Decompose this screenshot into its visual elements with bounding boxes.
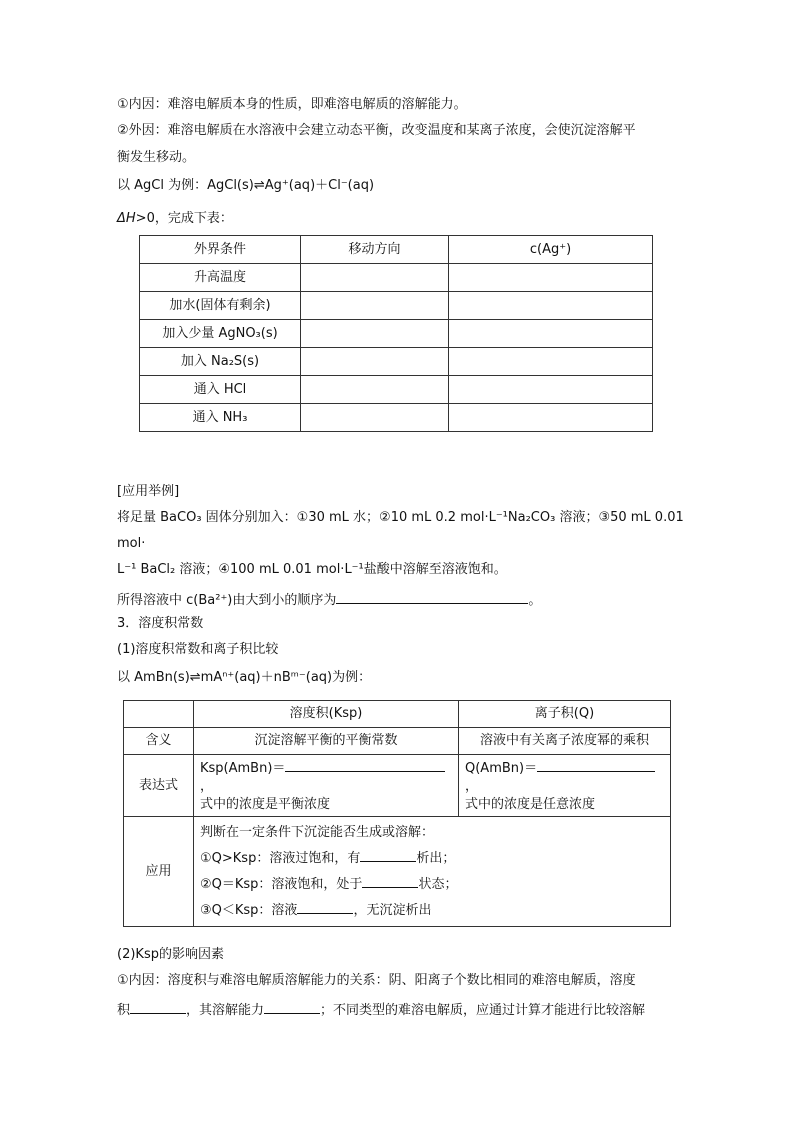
answer-cell[interactable]	[449, 404, 653, 432]
equilibrium-arrow-icon: ⇌	[253, 178, 265, 193]
section-3-heading: 3．溶度积常数	[117, 616, 204, 631]
table-row	[124, 755, 671, 817]
row-label-meaning: 含义	[124, 728, 194, 755]
equilibrium-arrow-icon: ⇌	[189, 670, 201, 685]
answer-blank[interactable]	[537, 757, 655, 772]
section-application-heading: [应用举例]	[117, 484, 180, 499]
q-expression: Q(AmBn)＝， 式中的浓度是任意浓度	[459, 755, 671, 817]
answer-cell[interactable]	[449, 264, 653, 292]
row-condition: 通入 HCl	[140, 376, 301, 404]
ksp-meaning: 沉淀溶解平衡的平衡常数	[194, 728, 459, 755]
text-outer-cause: ②外因：难溶电解质在水溶液中会建立动态平衡，改变温度和某离子浓度，会使沉淀溶解平	[117, 123, 636, 138]
header-ksp: 溶度积(Ksp)	[194, 701, 459, 728]
header-condition: 外界条件	[140, 236, 301, 264]
answer-cell[interactable]	[301, 376, 449, 404]
header-ag-conc: c(Ag⁺)	[449, 236, 653, 264]
answer-cell[interactable]	[301, 292, 449, 320]
delta-h-text: >0，完成下表：	[135, 211, 233, 226]
header-q: 离子积(Q)	[459, 701, 671, 728]
answer-cell[interactable]	[301, 348, 449, 376]
table-row	[140, 348, 653, 376]
text-ksp-inner-cause-cont: 积 ，其溶解能力 ；不同类型的难溶电解质，应通过计算才能进行比较溶解	[117, 999, 645, 1020]
text-app-3: L⁻¹ BaCl₂ 溶液；④100 mL 0.01 mol·L⁻¹盐酸中溶解至溶液饱和。	[117, 562, 507, 577]
subsection-2-heading: (2)Ksp的影响因素	[117, 947, 224, 962]
row-condition: 加水(固体有剩余)	[140, 292, 301, 320]
text-inner-cause: ①内因：难溶电解质本身的性质，即难溶电解质的溶解能力。	[117, 97, 467, 112]
table-row	[124, 728, 671, 755]
row-label-application: 应用	[124, 817, 194, 927]
subsection-1-heading: (1)溶度积常数和离子积比较	[117, 642, 279, 657]
q-meaning: 溶液中有关离子浓度幂的乘积	[459, 728, 671, 755]
table-row	[140, 404, 653, 432]
table-row	[140, 292, 653, 320]
answer-cell[interactable]	[449, 292, 653, 320]
answer-blank[interactable]	[336, 589, 528, 604]
answer-blank[interactable]	[297, 899, 353, 914]
answer-cell[interactable]	[449, 376, 653, 404]
row-condition: 加入少量 AgNO₃(s)	[140, 320, 301, 348]
ksp-expression: Ksp(AmBn)＝， 式中的浓度是平衡浓度	[194, 755, 459, 817]
text-app-2: mol·	[117, 536, 146, 551]
text-app-4: 所得溶液中 c(Ba²⁺)由大到小的顺序为 。	[117, 589, 541, 610]
answer-blank[interactable]	[264, 999, 320, 1014]
table-row	[140, 264, 653, 292]
text-agcl-equation	[117, 177, 374, 195]
table-row	[140, 236, 653, 264]
answer-blank[interactable]	[360, 847, 416, 862]
table-row	[124, 701, 671, 728]
row-condition: 加入 Na₂S(s)	[140, 348, 301, 376]
table-agcl-conditions	[139, 235, 653, 432]
header-direction: 移动方向	[301, 236, 449, 264]
answer-cell[interactable]	[449, 320, 653, 348]
answer-blank[interactable]	[130, 999, 186, 1014]
row-label-expression: 表达式	[124, 755, 194, 817]
answer-cell[interactable]	[301, 320, 449, 348]
delta-h-symbol: ΔH	[117, 211, 136, 226]
eq-right: Ag⁺(aq)＋Cl⁻(aq)	[264, 178, 375, 193]
table-row	[124, 817, 671, 927]
eq-left: 以 AgCl 为例：AgCl(s)	[117, 178, 254, 193]
row-condition: 升高温度	[140, 264, 301, 292]
table-row	[140, 376, 653, 404]
text-ksp-inner-cause: ①内因：溶度积与难溶电解质溶解能力的关系：阴、阳离子个数比相同的难溶电解质，溶度	[117, 973, 636, 988]
answer-cell[interactable]	[301, 264, 449, 292]
text-app-1: 将足量 BaCO₃ 固体分别加入：①30 mL 水；②10 mL 0.2 mol·L⁻¹Na₂CO₃ 溶液；③50 mL 0.01	[117, 510, 684, 525]
table-row	[140, 320, 653, 348]
row-condition: 通入 NH₃	[140, 404, 301, 432]
answer-cell[interactable]	[449, 348, 653, 376]
answer-cell[interactable]	[301, 404, 449, 432]
answer-blank[interactable]	[285, 757, 445, 772]
text-ambn-equation: 以 AmBn(s)⇌mAⁿ⁺(aq)＋nBᵐ⁻(aq)为例：	[117, 670, 372, 685]
answer-blank[interactable]	[362, 873, 418, 888]
text-delta-h	[117, 210, 233, 228]
text-outer-cause-cont: 衡发生移动。	[117, 150, 196, 165]
header-empty	[124, 701, 194, 728]
table-ksp-vs-q	[123, 700, 671, 927]
application-content: 判断在一定条件下沉淀能否生成或溶解： ①Q>Ksp：溶液过饱和，有 析出； ②Q＝Ksp：溶液饱和，处于 状态； ③Q＜Ksp：溶液 ，无沉淀析出	[194, 817, 671, 927]
